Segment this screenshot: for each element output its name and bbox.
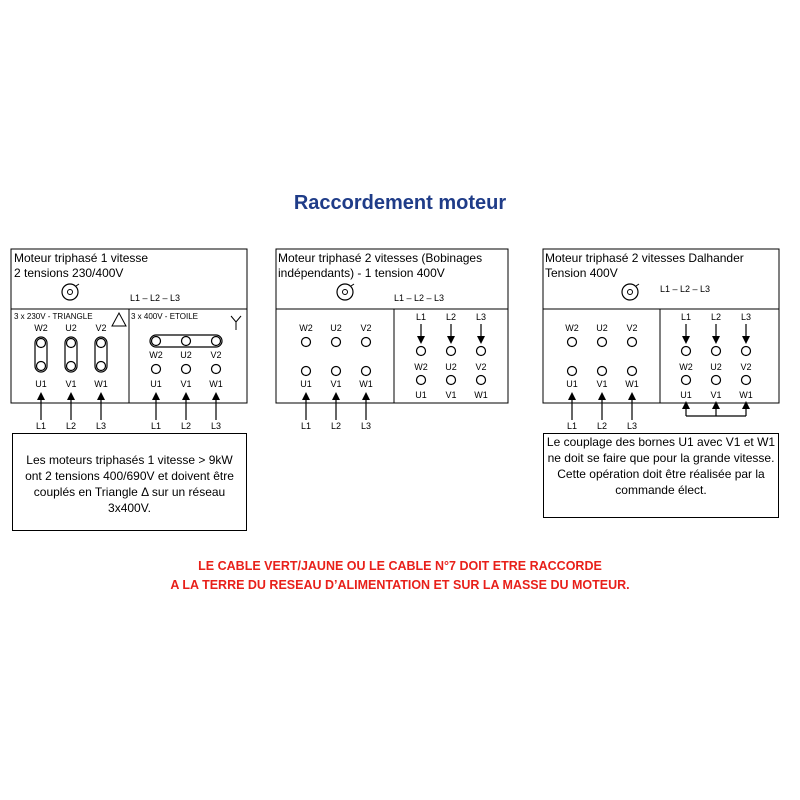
- triangle-icon: [112, 313, 126, 326]
- terminal: [212, 365, 221, 374]
- terminal: [417, 347, 426, 356]
- arrow-up-icon: [712, 401, 720, 409]
- panel-1: [11, 249, 247, 431]
- arrow-up-icon: [152, 392, 160, 400]
- terminal-label: V1: [710, 390, 722, 400]
- panel-2: [276, 249, 508, 431]
- panel-1-heading-2: 2 tensions 230/400V: [14, 266, 124, 280]
- arrow-down-icon: [712, 336, 720, 344]
- warning-line-2: A LA TERRE DU RESEAU D’ALIMENTATION ET SUR LA MASSE DU MOTEUR.: [170, 578, 630, 592]
- triangle-label: 3 x 230V - TRIANGLE: [14, 312, 93, 321]
- terminal: [568, 338, 577, 347]
- arrow-up-icon: [742, 401, 750, 409]
- terminal-label: V1: [445, 390, 457, 400]
- phase-label: L3: [626, 421, 638, 431]
- terminal: [182, 337, 191, 346]
- terminal: [212, 337, 221, 346]
- terminal: [568, 367, 577, 376]
- terminal: [447, 376, 456, 385]
- terminal-label: W1: [359, 379, 373, 389]
- phase-label: L2: [445, 312, 457, 322]
- terminal: [37, 362, 46, 371]
- terminal-label: U2: [710, 362, 722, 372]
- terminal-label: U1: [35, 379, 47, 389]
- etoile-label: 3 x 400V - ETOILE: [131, 312, 198, 321]
- arrow-up-icon: [212, 392, 220, 400]
- motor-rotation-icon: [62, 284, 79, 300]
- terminal-label: V1: [65, 379, 77, 389]
- terminal: [97, 339, 106, 348]
- terminal-label: W2: [414, 362, 428, 372]
- panel-3-heading-2: Tension 400V: [545, 266, 618, 280]
- arrow-up-icon: [302, 392, 310, 400]
- arrow-down-icon: [742, 336, 750, 344]
- terminal: [598, 338, 607, 347]
- panel-2-heading-2: indépendants) - 1 tension 400V: [278, 266, 445, 280]
- arrow-down-icon: [447, 336, 455, 344]
- terminal: [598, 367, 607, 376]
- phase-label: L3: [360, 421, 372, 431]
- terminal-label: W2: [34, 323, 48, 333]
- terminal-label: U1: [150, 379, 162, 389]
- terminal-label: U2: [180, 350, 192, 360]
- terminal: [628, 338, 637, 347]
- terminal-label: V1: [330, 379, 342, 389]
- terminal-label: W1: [94, 379, 108, 389]
- arrow-up-icon: [332, 392, 340, 400]
- phase-label: L1: [150, 421, 162, 431]
- star-terminals: [149, 335, 223, 431]
- high-speed-terminals: [679, 312, 753, 416]
- terminal-label: U2: [65, 323, 77, 333]
- arrow-up-icon: [97, 392, 105, 400]
- phase-label: L1: [415, 312, 427, 322]
- arrow-down-icon: [417, 336, 425, 344]
- panel-1-heading-1: Moteur triphasé 1 vitesse: [14, 251, 149, 265]
- arrow-up-icon: [182, 392, 190, 400]
- low-speed-terminals: [299, 323, 373, 431]
- terminal-label: V1: [596, 379, 608, 389]
- terminal-label: U1: [415, 390, 427, 400]
- terminal: [37, 339, 46, 348]
- phase-label: L3: [210, 421, 222, 431]
- panel-3-note: Le couplage des bornes U1 avec V1 et W1 ne doit se faire que pour la grande vitesse. Cette opération doit être réalisée par la commande élect.: [543, 433, 779, 518]
- terminal: [742, 376, 751, 385]
- terminal: [477, 376, 486, 385]
- terminal-label: V2: [95, 323, 107, 333]
- panel-1-lines-label: L1 – L2 – L3: [130, 293, 181, 303]
- low-speed-terminals: [565, 323, 639, 431]
- terminal: [152, 365, 161, 374]
- phase-label: L1: [35, 421, 47, 431]
- terminal: [477, 347, 486, 356]
- arrow-up-icon: [37, 392, 45, 400]
- phase-label: L2: [710, 312, 722, 322]
- terminal-label: W1: [739, 390, 753, 400]
- panel-2-heading-1: Moteur triphasé 2 vitesses (Bobinages: [278, 251, 483, 265]
- phase-label: L3: [475, 312, 487, 322]
- arrow-up-icon: [568, 392, 576, 400]
- terminal-label: U2: [330, 323, 342, 333]
- arrow-up-icon: [682, 401, 690, 409]
- terminal-label: V2: [626, 323, 638, 333]
- arrow-up-icon: [598, 392, 606, 400]
- terminal: [362, 367, 371, 376]
- panel-3-lines-label: L1 – L2 – L3: [660, 284, 711, 294]
- phase-label: L1: [680, 312, 692, 322]
- terminal-label: W1: [209, 379, 223, 389]
- motor-rotation-icon: [337, 284, 354, 300]
- terminal-label: U1: [300, 379, 312, 389]
- terminal-label: V2: [475, 362, 487, 372]
- arrow-down-icon: [477, 336, 485, 344]
- terminal-label: U1: [680, 390, 692, 400]
- phase-label: L2: [65, 421, 77, 431]
- panel-1-note: Les moteurs triphasés 1 vitesse > 9kW ont 2 tensions 400/690V et doivent être couplés en Triangle Δ sur un réseau 3x400V.: [12, 433, 247, 531]
- phase-label: L3: [95, 421, 107, 431]
- phase-label: L3: [740, 312, 752, 322]
- arrow-up-icon: [362, 392, 370, 400]
- high-speed-terminals: [414, 312, 488, 400]
- phase-label: L1: [300, 421, 312, 431]
- arrow-up-icon: [67, 392, 75, 400]
- terminal-label: V1: [180, 379, 192, 389]
- terminal: [182, 365, 191, 374]
- terminal-label: W1: [625, 379, 639, 389]
- terminal: [97, 362, 106, 371]
- phase-label: L2: [330, 421, 342, 431]
- phase-label: L2: [596, 421, 608, 431]
- terminal-label: U2: [445, 362, 457, 372]
- panel-3-heading-1: Moteur triphasé 2 vitesses Dalhander: [545, 251, 744, 265]
- star-icon: [231, 316, 241, 330]
- terminal-label: W2: [565, 323, 579, 333]
- panel-3: [543, 249, 779, 431]
- terminal: [628, 367, 637, 376]
- terminal-label: V2: [360, 323, 372, 333]
- arrow-down-icon: [682, 336, 690, 344]
- terminal: [302, 338, 311, 347]
- terminal-label: W2: [149, 350, 163, 360]
- page-title: Raccordement moteur: [293, 192, 507, 214]
- terminal: [362, 338, 371, 347]
- phase-label: L2: [180, 421, 192, 431]
- terminal: [682, 376, 691, 385]
- motor-rotation-icon: [622, 284, 639, 300]
- terminal-label: W2: [299, 323, 313, 333]
- terminal: [712, 347, 721, 356]
- arrow-up-icon: [628, 392, 636, 400]
- terminal-label: V2: [740, 362, 752, 372]
- terminal: [302, 367, 311, 376]
- terminal: [447, 347, 456, 356]
- terminal-label: V2: [210, 350, 222, 360]
- terminal: [67, 362, 76, 371]
- terminal: [417, 376, 426, 385]
- terminal-label: U2: [596, 323, 608, 333]
- triangle-terminals: [34, 323, 108, 431]
- terminal: [332, 338, 341, 347]
- phase-label: L1: [566, 421, 578, 431]
- terminal: [742, 347, 751, 356]
- terminal: [152, 337, 161, 346]
- terminal: [67, 339, 76, 348]
- terminal: [332, 367, 341, 376]
- terminal: [712, 376, 721, 385]
- terminal-label: W2: [679, 362, 693, 372]
- terminal-label: U1: [566, 379, 578, 389]
- terminal-label: W1: [474, 390, 488, 400]
- warning-line-1: LE CABLE VERT/JAUNE OU LE CABLE N°7 DOIT ETRE RACCORDE: [198, 559, 602, 573]
- terminal: [682, 347, 691, 356]
- panel-2-lines-label: L1 – L2 – L3: [394, 293, 445, 303]
